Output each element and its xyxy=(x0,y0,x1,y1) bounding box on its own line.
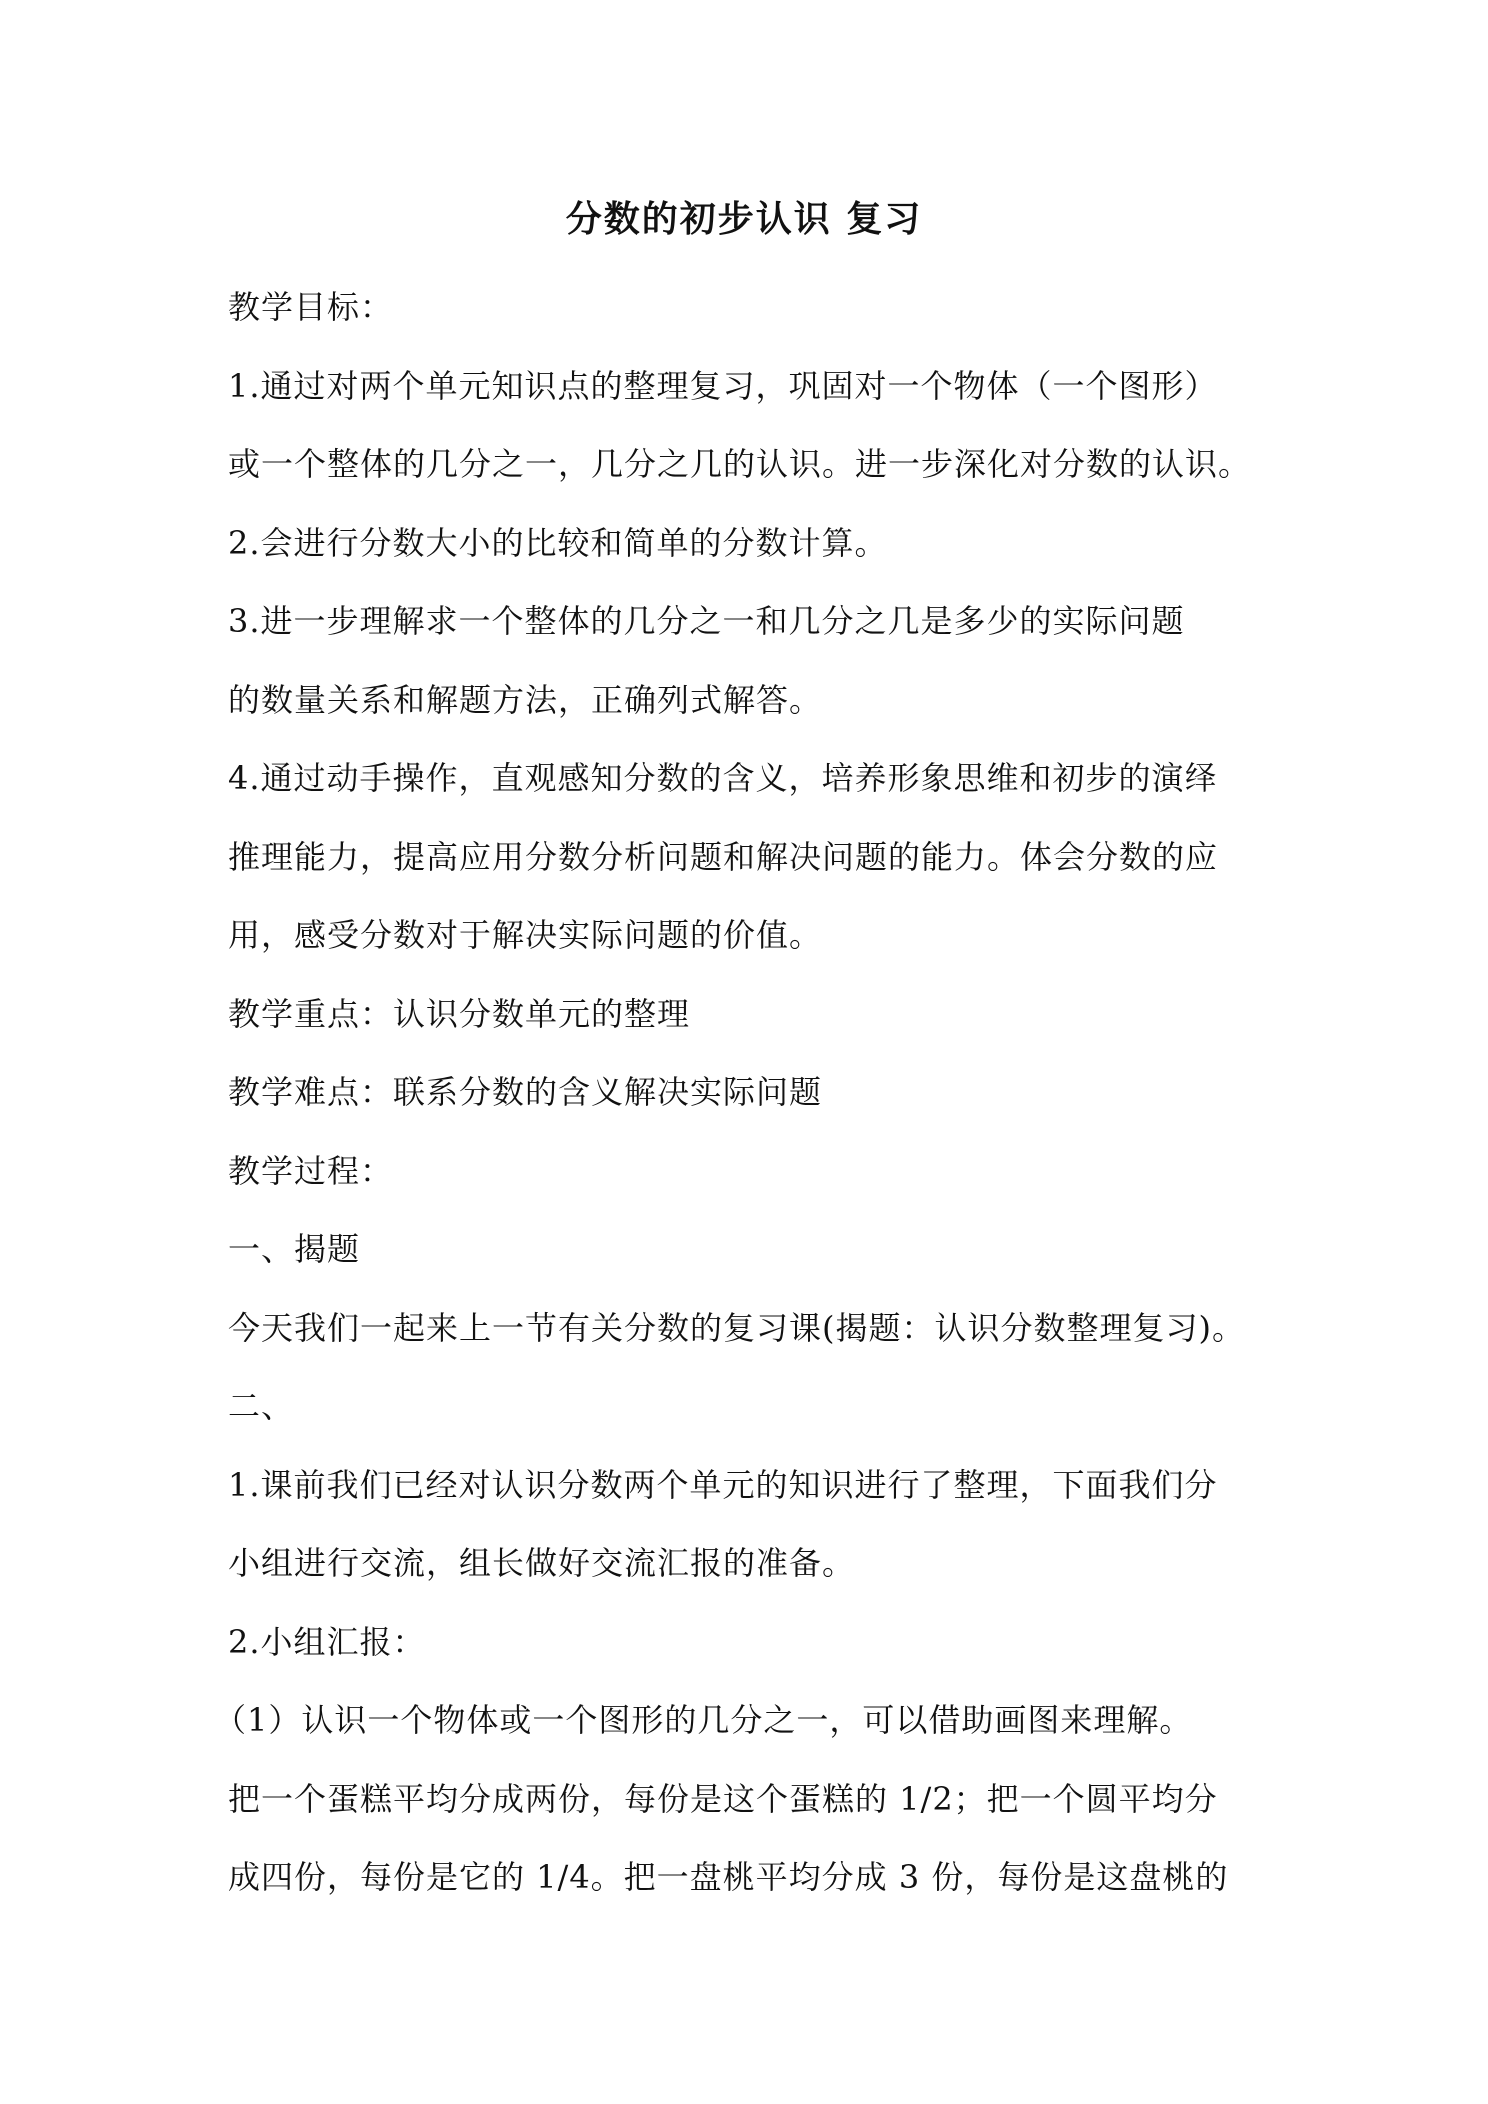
section-heading-objectives: 教学目标： xyxy=(228,288,394,326)
paragraph-line: 或一个整体的几分之一，几分之几的认识。进一步深化对分数的认识。 xyxy=(228,445,1252,483)
paragraph-line: 1.通过对两个单元知识点的整理复习，巩固对一个物体（一个图形） xyxy=(228,366,1218,405)
difficult-point-line: 教学难点：联系分数的含义解决实际问题 xyxy=(228,1073,823,1111)
section-heading-two: 二、 xyxy=(228,1387,295,1425)
paragraph-line: 用，感受分数对于解决实际问题的价值。 xyxy=(228,916,823,954)
key-point-line: 教学重点：认识分数单元的整理 xyxy=(228,994,691,1033)
paragraph-line: 推理能力，提高应用分数分析问题和解决问题的能力。体会分数的应 xyxy=(228,837,1219,876)
paragraph-line: 2.会进行分数大小的比较和简单的分数计算。 xyxy=(228,523,888,562)
paragraph-line: 4.通过动手操作，直观感知分数的含义，培养形象思维和初步的演绎 xyxy=(228,759,1218,797)
document-body xyxy=(214,268,1268,1917)
paragraph-line: 1.课前我们已经对认识分数两个单元的知识进行了整理，下面我们分 xyxy=(228,1465,1218,1504)
paragraph-line: 的数量关系和解题方法，正确列式解答。 xyxy=(228,680,823,719)
paragraph-line: 3.进一步理解求一个整体的几分之一和几分之几是多少的实际问题 xyxy=(228,602,1185,640)
paragraph-line: （1）认识一个物体或一个图形的几分之一，可以借助画图来理解。 xyxy=(214,1701,1193,1739)
document-title: 分数的初步认识 复习 xyxy=(565,199,923,240)
section-heading-one: 一、揭题 xyxy=(228,1230,361,1268)
paragraph-line: 小组进行交流，组长做好交流汇报的准备。 xyxy=(228,1544,856,1582)
paragraph-line: 成四份，每份是它的 1/4。把一盘桃平均分成 3 份，每份是这盘桃的 xyxy=(228,1858,1229,1896)
paragraph-line: 今天我们一起来上一节有关分数的复习课(揭题：认识分数整理复习)。 xyxy=(228,1308,1245,1347)
paragraph-line: 2.小组汇报： xyxy=(228,1622,426,1661)
section-heading-process: 教学过程： xyxy=(228,1151,394,1190)
paragraph-line: 把一个蛋糕平均分成两份，每份是这个蛋糕的 1/2；把一个圆平均分 xyxy=(228,1779,1218,1818)
